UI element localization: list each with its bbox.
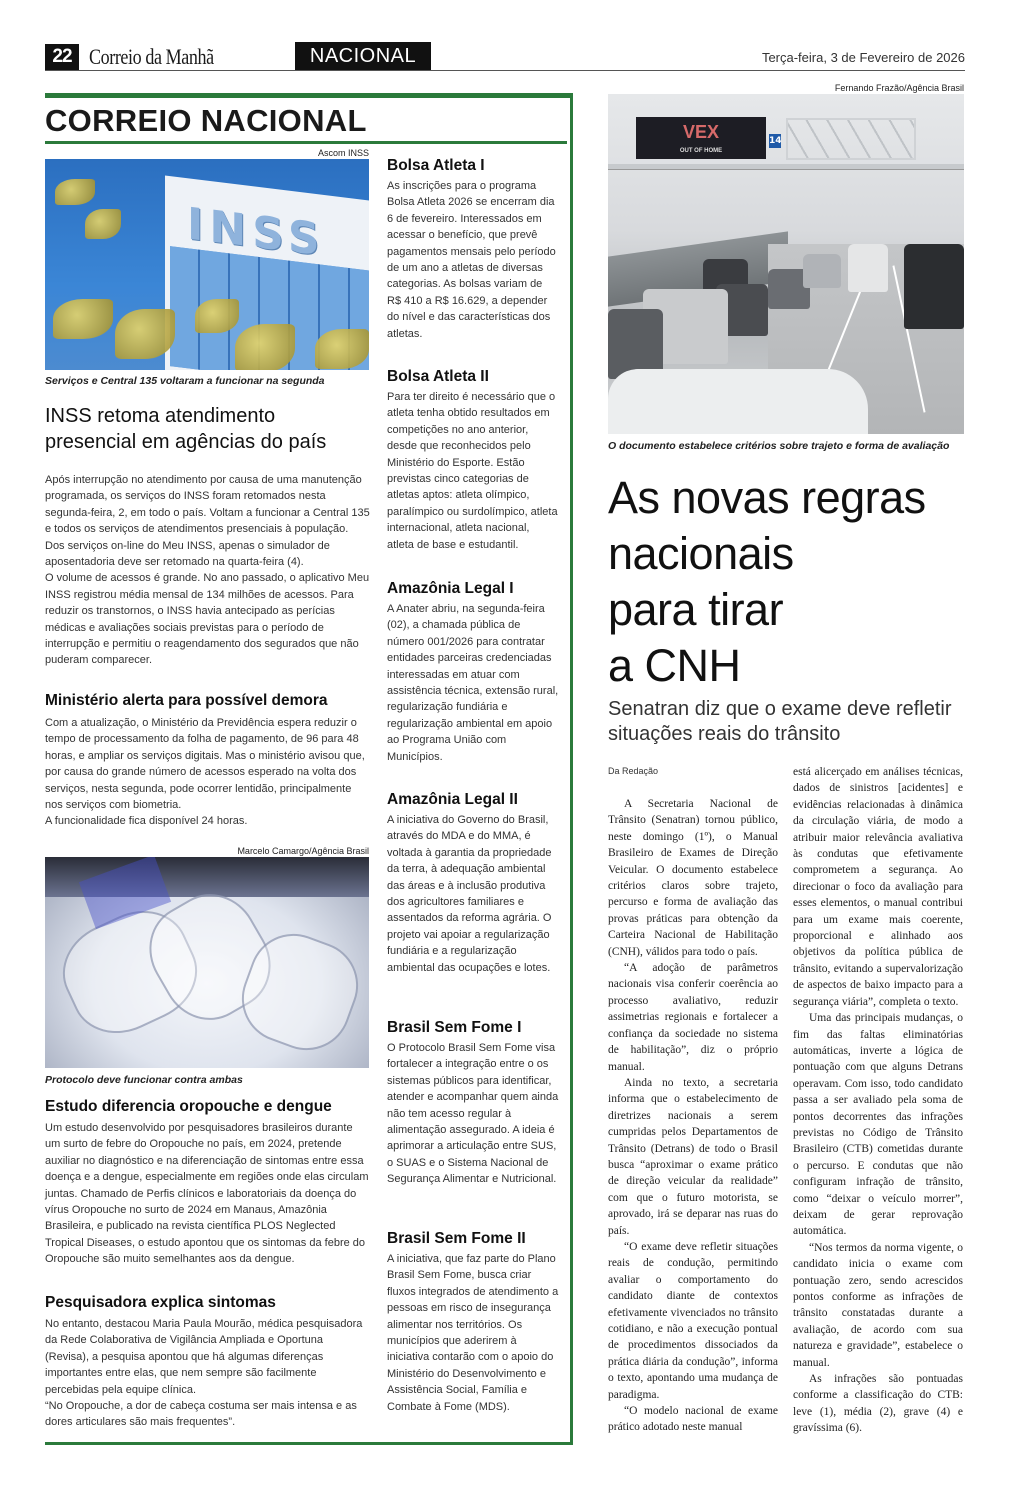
leaf <box>55 179 95 205</box>
gantry-beam <box>608 164 964 170</box>
truck <box>904 244 964 329</box>
photo-credit-mosquito: Marcelo Camargo/Agência Brasil <box>237 846 369 856</box>
article-body-inss: Após interrupção no atendimento por causa de uma manutenção programada, os serviços do INSS foram retomados nesta segunda-feira, 2, em todo o país. Voltam a funcionar a Central 135 e todos os serviços de atendimentos presenciais à população. Dos serviços on-line do Meu INSS, apenas o simulador de aposentadoria deve ser retomado na quarta-feira (4). O volume de acessos é grande. No ano passado, o aplicativo Meu INSS registrou média mensal de 134 milhões de acessos. Para reduzir os transtornos, o INSS havia antecipado as perícias médicas e avaliações sociais previstas para o período de interrupção e permitiu o reagendamento dos segurados que não puderam comparecer. <box>45 474 370 667</box>
article-headline-pesquisadora: Pesquisadora explica sintomas <box>45 1294 276 1311</box>
photo-credit-traffic: Fernando Frazão/Agência Brasil <box>834 83 964 93</box>
page-number: 22 <box>45 44 79 70</box>
photo-caption-inss: Serviços e Central 135 voltaram a funcionar na segunda <box>45 375 325 387</box>
lane-sign: 14 <box>769 136 782 146</box>
photo-caption-traffic: O documento estabelece critérios sobre trajeto e forma de avaliação <box>608 440 950 452</box>
leaf <box>235 324 295 370</box>
brief-brasil-sem-fome-2: Brasil Sem Fome II A iniciativa, que faz parte do Plano Brasil Sem Fome, busca criar fluxos integrados de atendimento a pessoas em risco de insegurança alimentar nos territórios. Os municípios que aderirem à iniciativa contarão com o apoio do Ministério do Desenvolvimento e Assistência Social, Família e Combate à Fome (MDS). <box>387 1230 559 1413</box>
issue-date: Terça-feira, 3 de Fevereiro de 2026 <box>761 50 965 65</box>
byline: Da Redação <box>608 766 659 776</box>
photo-credit-inss: Ascom INSS <box>317 148 369 158</box>
section-label: NACIONAL <box>295 42 431 70</box>
page-header <box>45 44 965 71</box>
article-body-oropouche: Um estudo desenvolvido por pesquisadores brasileiros durante um surto de febre do Oropouche no país, em 2024, pretende auxiliar no diagnóstico e na diferenciação de sintomas entre essa doença e a dengue, especialmente em regiões onde elas circulam juntas. Chamado de Perfis clínicos e laboratoriais da doença do vírus Oropouche no surto de 2024 em Manaus, Amazônia Brasileira, e publicado na revista científica PLOS Neglected Tropical Diseases, o estudo apontou que os sintomas da febre do Oropouche são muito semelhantes aos da dengue. <box>45 1122 369 1266</box>
article-headline-ministerio: Ministério alerta para possível demora <box>45 692 328 709</box>
main-headline: As novas regras nacionais para tirar a CNH <box>608 472 926 691</box>
article-headline-inss: INSS retoma atendimento presencial em agências do país <box>45 405 327 453</box>
leaf <box>315 329 369 369</box>
correio-nacional-title: CORREIO NACIONAL <box>45 103 367 138</box>
article-headline-oropouche: Estudo diferencia oropouche e dengue <box>45 1098 332 1115</box>
main-article-column-1: A Secretaria Nacional de Trânsito (Senatran) tornou público, neste domingo (1º), o Manual Brasileiro de Exames de Direção Veicular. O documento estabelece critérios claros sobre trajeto, percurso e forma de avaliação das provas práticas para obtenção da Carteira Nacional de Habilitação (CNH), válidos para todo o país. “A adoção de parâmetros nacionais visa conferir coerência ao processo avaliativo, reduzir assimetrias regionais e fortalecer a confiança da sociedade no sistema de habilitação”, diz o próprio manual. Ainda no texto, a secretaria informa que o estabelecimento de diretrizes nacionais a serem cumpridas pelos Departamentos de Trânsito (Detrans) de todo o Brasil busca “aproximar o exame prático de direção veicular da realidade” com que o futuro motorista, se aprovado, irá se deparar nas ruas do país. “O exame deve refletir situações reais de condução, permitindo avaliar o comportamento do candidato diante de contextos efetivamente vivenciados no trânsito cotidiano, e não a execução pontual de procedimentos dissociados da prática diária da condução”, informa o texto, apontando uma mudança de paradigma. “O modelo nacional de exame prático adotado neste manual <box>608 798 778 1434</box>
leaf <box>195 299 239 333</box>
newspaper-name: Correio da Manhã <box>89 44 214 69</box>
article-body-pesquisadora: No entanto, destacou Maria Paula Mourão, médica pesquisadora da Rede Colaborativa de Vigilância Ampliada e Oportuna (Revisa), a pesquisa apontou que há algumas diferenças importantes entre elas, que nem sempre são facilmente percebidas pela equipe clínica. “No Oropouche, a dor de cabeça costuma ser mais intensa e as dores articulares são mais frequentes”. <box>45 1318 363 1429</box>
inss-sign: INSS <box>187 198 326 267</box>
main-deck: Senatran diz que o exame deve refletir situações reais do trânsito <box>608 698 952 745</box>
gantry-truss <box>786 118 916 160</box>
brief-amazonia-legal-1: Amazônia Legal I A Anater abriu, na segunda-feira (02), a chamada pública de número 001/2026 para contratar entidades parceiras credenciadas interessadas em atuar com assistência técnica, extensão rural, regularização fundiária e regularização ambiental em apoio ao Programa União com Municípios. <box>387 580 559 763</box>
leaf <box>85 209 121 239</box>
title-divider <box>45 141 567 144</box>
main-article-column-2: está alicerçado em análises técnicas, dados de sinistros [acidentes] e evidências relacionadas à dinâmica da circulação viária, de modo a atribuir maior relevância avaliativa às condutas que efetivamente comprometem a segurança. Ao direcionar o foco da avaliação para esses elementos, o manual contribui para um exame mais coerente, proporcional e alinhado aos objetivos da política pública de trânsito, evitando a supervalorização de aspectos de baixo impacto para a segurança viária”, completa o texto. Uma das principais mudanças, o fim das faltas eliminatórias automáticas, inverte a lógica de pontuação com que alguns Detrans operavam. Com isso, todo candidato passa a ser avaliado pela soma de pontos decorrentes das infrações previstas no Código de Trânsito Brasileiro (CTB) cometidas durante o percurso. E condutas que não configuram infração de trânsito, como “deixar o veículo morrer”, deixam de gerar reprovação automática. “Nos termos da norma vigente, o candidato inicia o exame com pontuação zero, sendo acrescidos pontos conforme as infrações de trânsito constatadas durante a avaliação, de acordo com sua natureza e gravidade”, estabelece o manual. As infrações são pontuadas conforme a classificação do CTB: leve (1), média (2), grave (4) e gravíssima (6). <box>793 766 963 1435</box>
brief-bolsa-atleta-1: Bolsa Atleta I As inscrições para o programa Bolsa Atleta 2026 se encerram dia 6 de fevereiro. Interessados em acessar o benefício, que prevê pagamentos mensais pelo período de um ano a atletas de diversas categorias. As bolsas variam de R$ 410 a R$ 16.629, a depender do nível e das características dos atletas. <box>387 157 556 340</box>
photo-caption-mosquito: Protocolo deve funcionar contra ambas <box>45 1074 243 1086</box>
billboard: VEX OUT OF HOME <box>636 117 766 159</box>
leaf <box>115 309 175 359</box>
inss-building-photo <box>45 159 369 370</box>
foreground-car <box>608 369 868 434</box>
brief-bolsa-atleta-2: Bolsa Atleta II Para ter direito é necessário que o atleta tenha obtido resultados em competições no ano anterior, desde que reconhecidos pelo Ministério do Esporte. Estão previstas cinco categorias de atletas aptos: atleta olímpico, paralímpico ou surdolímpico, atleta internacional, atleta nacional, atleta de base e estudantil. <box>387 368 558 551</box>
brief-brasil-sem-fome-1: Brasil Sem Fome I O Protocolo Brasil Sem Fome visa fortalecer a integração entre o os sistemas públicos para identificar, atender e acompanhar quem ainda não tem acesso regular à alimentação assegurado. A ideia é aprimorar a articulação entre SUS, o SUAS e o Sistema Nacional de Segurança Alimentar e Nutricional. <box>387 1019 559 1186</box>
car <box>803 254 841 288</box>
leaf <box>53 299 113 339</box>
brief-amazonia-legal-2: Amazônia Legal II A iniciativa do Governo do Brasil, através do MDA e do MMA, é voltada à garantia da propriedade da terra, à adequação ambiental das áreas e à inclusão produtiva dos agricultores familiares e assentados da reforma agrária. O projeto vai apoiar a regularização fundiária e a regularização ambiental das ocupações e lotes. <box>387 791 552 974</box>
traffic-photo <box>608 94 964 434</box>
mosquito-jars-photo <box>45 857 369 1068</box>
article-body-ministerio: Com a atualização, o Ministério da Previdência espera reduzir o tempo de processamento da folha de pagamento, de 96 para 48 horas, e ampliar os serviços digitais. Mas o ministério avisou que, por causa do grande número de acessos esperado na volta dos serviços, nesta segunda, pode ocorrer lentidão, principalmente nos serviços com biometria. A funcionalidade fica disponível 24 horas. <box>45 717 365 828</box>
van <box>848 244 888 292</box>
